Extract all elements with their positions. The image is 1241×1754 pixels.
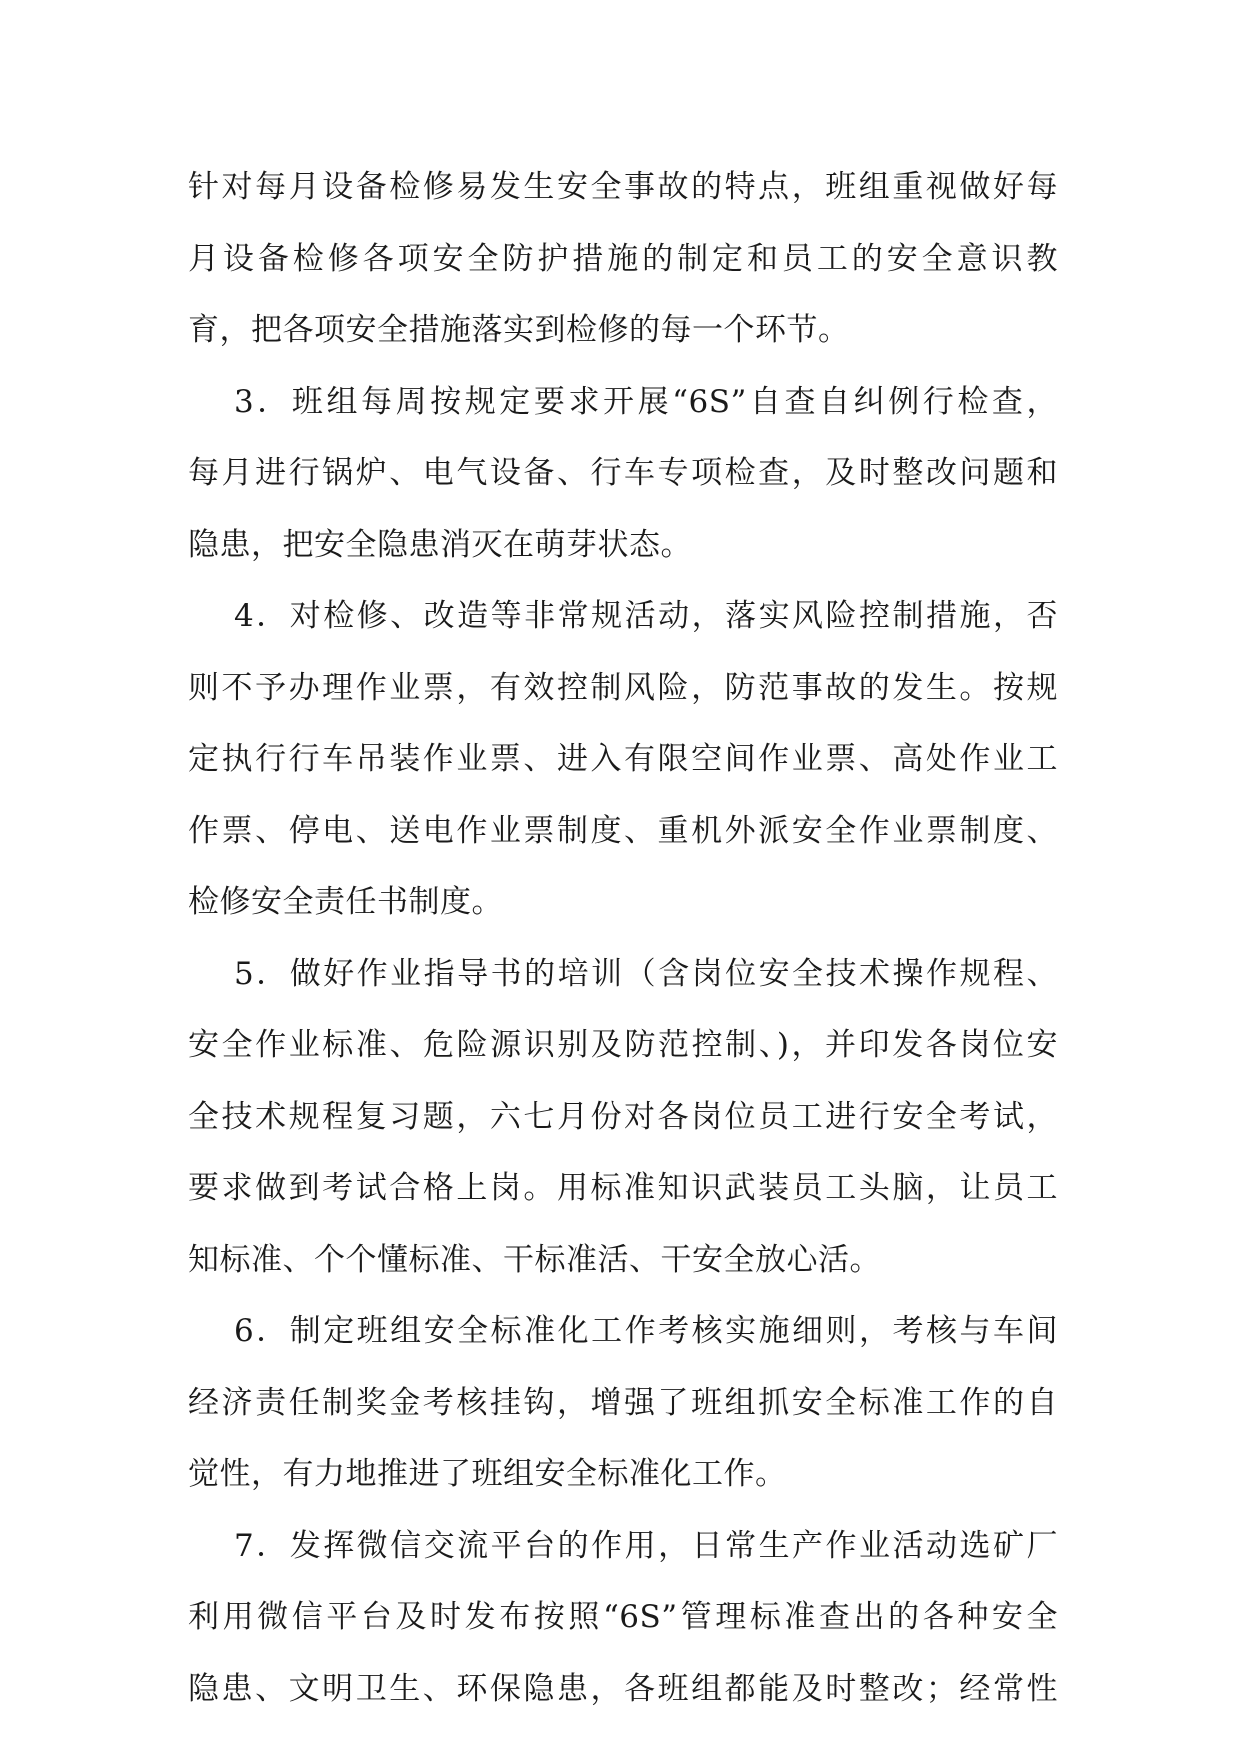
- text-line: 要求做到考试合格上岗。用标准知识武装员工头脑，让员工: [188, 1170, 1058, 1206]
- text-line: 针对每月设备检修易发生安全事故的特点，班组重视做好每: [188, 169, 1058, 205]
- text-line: 知标准、个个懂标准、干标准活、干安全放心活。: [188, 1241, 881, 1278]
- text-line: 隐患、文明卫生、环保隐患，各班组都能及时整改；经常性: [188, 1670, 1058, 1707]
- text-line: 觉性，有力地推进了班组安全标准化工作。: [188, 1456, 787, 1492]
- text-line: 利用微信平台及时发布按照“6S”管理标准查出的各种安全: [188, 1599, 1058, 1635]
- document-body: [188, 152, 1058, 1725]
- text-line: 7．发挥微信交流平台的作用，日常生产作业活动选矿厂: [234, 1527, 1058, 1564]
- text-line: 则不予办理作业票，有效控制风险，防范事故的发生。按规: [188, 669, 1058, 706]
- text-line: 月设备检修各项安全防护措施的制定和员工的安全意识教: [188, 240, 1058, 277]
- text-line: 检修安全责任书制度。: [188, 884, 503, 920]
- text-line: 5．做好作业指导书的培训（含岗位安全技术操作规程、: [234, 955, 1058, 992]
- text-line: 育，把各项安全措施落实到检修的每一个环节。: [188, 312, 850, 348]
- text-line: 全技术规程复习题，六七月份对各岗位员工进行安全考试，: [188, 1098, 1058, 1135]
- text-line: 隐患，把安全隐患消灭在萌芽状态。: [188, 526, 692, 563]
- text-line: 每月进行锅炉、电气设备、行车专项检查，及时整改问题和: [188, 455, 1058, 491]
- text-line: 作票、停电、送电作业票制度、重机外派安全作业票制度、: [188, 812, 1058, 849]
- text-line: 3．班组每周按规定要求开展“6S”自查自纠例行检查，: [234, 383, 1058, 420]
- text-line: 经济责任制奖金考核挂钩，增强了班组抓安全标准工作的自: [188, 1384, 1058, 1421]
- text-line: 安全作业标准、危险源识别及防范控制、)，并印发各岗位安: [188, 1027, 1058, 1063]
- text-line: 定执行行车吊装作业票、进入有限空间作业票、高处作业工: [188, 741, 1058, 777]
- text-line: 6．制定班组安全标准化工作考核实施细则，考核与车间: [234, 1313, 1058, 1349]
- text-line: 4．对检修、改造等非常规活动，落实风险控制措施，否: [234, 598, 1058, 634]
